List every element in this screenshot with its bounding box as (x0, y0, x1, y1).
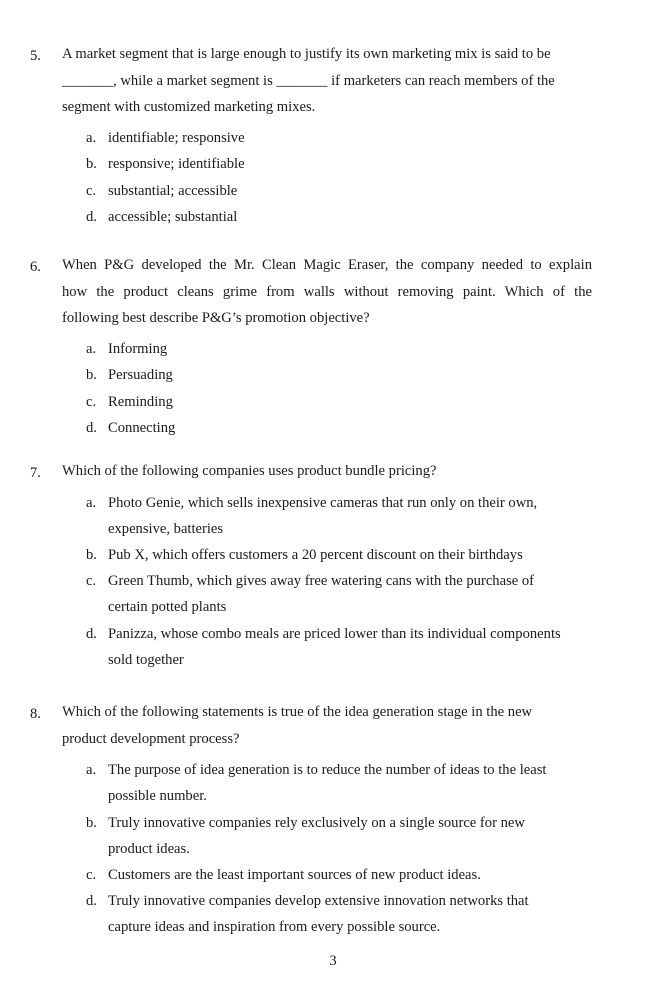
option-text-continued: capture ideas and inspiration from every possible source. (108, 919, 441, 935)
option-text: Photo Genie, which sells inexpensive cameras that run only on their own, (108, 495, 538, 511)
option-letter: b. (86, 156, 97, 172)
stem-line: When P&G developed the Mr. Clean Magic Eraser, the company needed to explain (62, 257, 592, 273)
option-text: The purpose of idea generation is to reduce the number of ideas to the least (108, 762, 547, 778)
stem-line: _______, while a market segment is _______ if marketers can reach members of the (62, 72, 555, 89)
option-letter: c. (86, 573, 97, 589)
option-text: Panizza, whose combo meals are priced lower than its individual components (108, 626, 561, 642)
question-number: 6. (30, 259, 41, 275)
question-stem (62, 252, 592, 332)
option-text: identifiable; responsive (108, 130, 245, 146)
option-text-continued: sold together (108, 652, 184, 668)
option-text-continued: possible number. (108, 788, 207, 804)
stem-line: how the product cleans grime from walls without removing paint. Which of the (62, 283, 592, 300)
question-number: 7. (30, 465, 41, 481)
option-letter: c. (86, 394, 97, 410)
option-letter: a. (86, 762, 97, 778)
option-letter: d. (86, 626, 97, 642)
option-text: accessible; substantial (108, 209, 238, 225)
option-text: responsive; identifiable (108, 156, 245, 172)
page-number: 3 (329, 953, 337, 969)
option-text: substantial; accessible (108, 183, 238, 199)
stem-line: Which of the following companies uses product bundle pricing? (62, 463, 437, 479)
option-text: Pub X, which offers customers a 20 percent discount on their birthdays (108, 547, 523, 563)
option-letter: c. (86, 183, 97, 199)
option-text: Persuading (108, 367, 173, 383)
option-text-continued: certain potted plants (108, 599, 227, 615)
option-text: Informing (108, 341, 168, 357)
option-text: Truly innovative companies rely exclusively on a single source for new (108, 815, 525, 831)
stem-line: following best describe P&G’s promotion objective? (62, 310, 370, 326)
stem-line: product development process? (62, 730, 240, 747)
option-text-continued: expensive, batteries (108, 521, 224, 537)
question-stem (62, 458, 592, 485)
option-letter: a. (86, 130, 97, 146)
option-text: Truly innovative companies develop extensive innovation networks that (108, 893, 529, 909)
option-text: Connecting (108, 420, 176, 436)
option-text: Green Thumb, which gives away free watering cans with the purchase of (108, 573, 535, 589)
option-letter: a. (86, 341, 97, 357)
option-letter: c. (86, 867, 97, 883)
option-letter: d. (86, 893, 97, 909)
option-letter: b. (86, 815, 97, 831)
question-number: 8. (30, 706, 41, 722)
option-letter: b. (86, 367, 97, 383)
stem-line: A market segment that is large enough to justify its own marketing mix is said to be (62, 46, 551, 62)
option-letter: d. (86, 420, 97, 436)
option-letter: b. (86, 547, 97, 563)
stem-line: segment with customized marketing mixes. (62, 99, 316, 115)
stem-line: Which of the following statements is true of the idea generation stage in the new (62, 704, 533, 720)
option-text: Customers are the least important sources of new product ideas. (108, 867, 481, 883)
option-text-continued: product ideas. (108, 841, 190, 857)
question-number: 5. (30, 48, 41, 64)
option-text: Reminding (108, 394, 173, 410)
question-stem (62, 41, 592, 121)
option-letter: d. (86, 209, 97, 225)
option-letter: a. (86, 495, 97, 511)
question-stem (62, 699, 592, 752)
